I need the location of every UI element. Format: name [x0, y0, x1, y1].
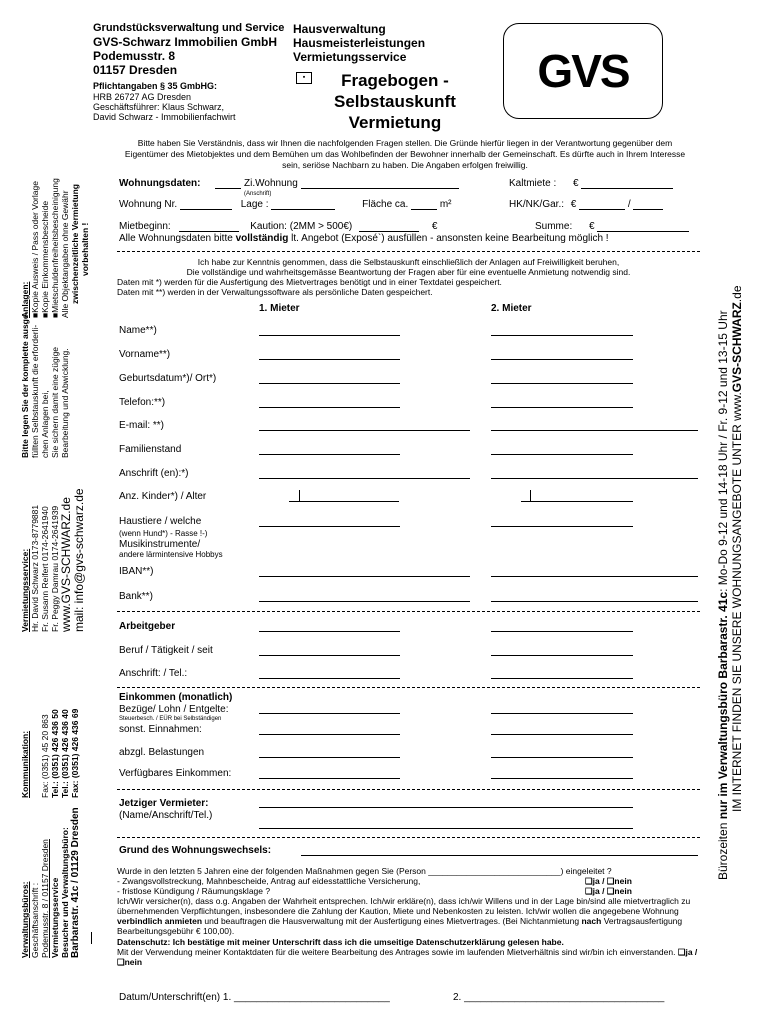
office-hours	[716, 286, 730, 881]
rental-service-block	[20, 488, 86, 632]
measures-question: Wurde in den letzten 5 Jahren eine der folgenden Maßnahmen gegen Sie (Person ____________________________) eingeleitet ?	[117, 866, 612, 876]
address-hint: (Anschrift)	[244, 191, 272, 197]
other-income-field-1[interactable]	[259, 734, 400, 735]
notice-line: Daten mit **) werden in der Verwaltungssoftware als persönliche Daten gespeichert.	[117, 287, 433, 297]
marital-field-2[interactable]	[491, 454, 633, 455]
attachment-item: Alle Objektangaben ohne Gewähr	[60, 190, 70, 318]
wages-hint: Steuerbesch. / EÜR bei Selbständigen	[119, 716, 222, 722]
firstname-field-1[interactable]	[259, 359, 400, 360]
pets-field-1[interactable]	[259, 526, 400, 527]
yes-no-checkbox[interactable]: ❑ja / ❑nein	[585, 876, 632, 886]
attachment-item: zwischenzeitliche Vermietung	[70, 184, 80, 304]
contact-line: Fax: (0351) 45 20 863	[40, 714, 50, 798]
communication-title: Kommunikation:	[20, 730, 30, 798]
company-address	[93, 22, 284, 122]
offices-title: Verwaltungsbüros:	[20, 881, 30, 958]
question-text: - Zwangsvollstreckung, Mahnbescheide, Antrag auf eidesstattliche Versicherung,	[117, 876, 421, 886]
costs-field-1[interactable]	[579, 199, 625, 210]
employer-address-field-1[interactable]	[259, 678, 400, 679]
deductions-field-2[interactable]	[491, 757, 633, 758]
landlord-field-2[interactable]	[259, 828, 633, 829]
wages-field-1[interactable]	[259, 713, 400, 714]
contact-line: Tel.: (0351) 426 436 40	[60, 709, 70, 798]
signature-2[interactable]: 2. ____________________________________	[453, 992, 665, 1003]
cold-rent-field[interactable]	[581, 178, 673, 189]
deductions-label: abzgl. Belastungen	[119, 747, 205, 758]
legal-line: Geschäftsführer: Klaus Schwarz,	[93, 102, 225, 112]
email-label: E-mail: **)	[119, 420, 165, 431]
website-link[interactable]: www.GVS-SCHWARZ.de	[59, 497, 73, 632]
phone-field-1[interactable]	[259, 407, 400, 408]
euro-sign: €	[431, 221, 438, 232]
apartment-label: Wohnungsdaten:	[119, 178, 201, 189]
costs-label: HK/NK/Gar.:	[509, 199, 565, 210]
consent-notice	[117, 257, 700, 297]
slash: /	[627, 199, 631, 210]
office-hours-block	[716, 286, 744, 881]
margin-mark	[91, 932, 92, 944]
name-label: Name**)	[119, 325, 157, 336]
office-line: Podemusstr. 8 / 01157 Dresden	[40, 839, 50, 958]
cold-rent	[509, 178, 673, 189]
instructions-block	[20, 312, 70, 458]
signature-1[interactable]: Datum/Unterschrift(en) 1. ____________________________	[119, 992, 390, 1003]
attachments-block	[20, 178, 90, 318]
bank-field-2[interactable]	[491, 601, 698, 602]
instruction-line: Bitte legen Sie der komplette ausge-	[20, 311, 30, 458]
children-label: Anz. Kinder*) / Alter	[119, 491, 207, 502]
rooms-field[interactable]	[215, 178, 241, 189]
legal-line: HRB 26727 AG Dresden	[93, 92, 192, 102]
other-income-field-2[interactable]	[491, 734, 633, 735]
area-unit: m²	[439, 199, 452, 210]
declaration-text: Ich/Wir versicher(n), dass o.g. Angaben der Wahrheit entsprechen. Ich/wir erkläre(n), dass ich/wir Willens und in der Lage bin/sind alle mietvertraglich zu übernehmenden Verpflichtungen, insbesondere die Zahlung der Kaution, Miete und Nebenkosten zu leisten. Ich/wir wollen die angegebene Wohnung	[117, 896, 691, 916]
bank-field-1[interactable]	[259, 601, 470, 602]
euro-sign: €	[570, 199, 577, 210]
current-address-label: Anschrift (en):*)	[119, 468, 189, 479]
question-eviction	[117, 886, 700, 896]
company-city: 01157 Dresden	[93, 63, 178, 77]
marital-field-1[interactable]	[259, 454, 400, 455]
birth-field-2[interactable]	[491, 383, 633, 384]
communication-block	[20, 709, 80, 798]
start-field[interactable]	[179, 221, 239, 232]
tenant2-header: 2. Mieter	[491, 303, 532, 314]
notice-line: Daten mit *) werden für die Ausfertigung des Mietvertrages benötigt und in einer Textdatei gespeichert.	[117, 277, 502, 287]
employer-heading: Arbeitgeber	[119, 621, 176, 632]
move-reason-field[interactable]	[301, 855, 698, 856]
location-field[interactable]	[271, 199, 335, 210]
yes-no-checkbox[interactable]: ❑ja / ❑nein	[585, 886, 632, 896]
title-line: Selbstauskunft	[334, 92, 456, 111]
internet-bold: GVS-SCHWARZ	[730, 302, 744, 393]
office-line: Vermietungsservice	[50, 877, 60, 958]
employer-field-2[interactable]	[491, 631, 633, 632]
company-name: GVS-Schwarz Immobilien GmbH	[93, 35, 278, 49]
available-income-field-1[interactable]	[259, 778, 400, 779]
declaration-text: Vertragsausfertigung Bearbeitungsgebühr € 100,00).	[117, 916, 683, 936]
document-icon: ▪	[296, 72, 312, 84]
move-heading: Grund des Wohnungswechsels:	[119, 845, 272, 856]
firstname-label: Vorname**)	[119, 349, 171, 360]
instruction-line: chen Anlagen bei,	[40, 390, 50, 458]
service-item: Hausmeisterleistungen	[293, 36, 426, 50]
title-line: Fragebogen -	[341, 71, 449, 90]
area-field[interactable]	[411, 199, 437, 210]
apartment-number-field[interactable]	[180, 199, 232, 210]
consent-text: Mit der Verwendung meiner Kontaktdaten für die weitere Bearbeitung des Antrages sowie im laufenden Mietverhältnis sind wir/bin ich einverstanden.	[117, 947, 676, 957]
declaration-bold: verbindlich anmieten	[117, 916, 203, 926]
hours-text: Bürozeiten	[716, 822, 730, 880]
notice-line: Die vollständige und wahrheitsgemässe Beantwortung der Fragen aber für eine eventuelle Anmietung notwendig sind.	[186, 267, 631, 277]
question-text: - fristlose Kündigung / Räumungsklage ?	[117, 886, 271, 896]
sum-row	[535, 221, 689, 232]
separator	[530, 490, 531, 502]
instruction-line: Sie sichern damit eine zügige	[50, 346, 60, 458]
office-line: Geschäftsanschrift :	[30, 882, 40, 958]
current-address-field-2[interactable]	[491, 478, 698, 479]
office-line: Barbarastr. 41c / 01129 Dresden	[70, 807, 81, 958]
attachment-item: ■Mietschuldenfreiheitsbescheinigung	[50, 178, 60, 318]
firstname-field-2[interactable]	[491, 359, 633, 360]
employer-field-1[interactable]	[259, 631, 400, 632]
pets-field-2[interactable]	[491, 526, 633, 527]
offices-block	[20, 807, 82, 958]
name-field-2[interactable]	[491, 335, 633, 336]
current-address-field-1[interactable]	[259, 478, 470, 479]
yes-no-checkbox[interactable]: ❑ja / ❑nein	[117, 947, 698, 967]
service-item: Vermietungsservice	[293, 50, 407, 64]
pets-sub-line: (wenn Hund*) - Rasse !-)	[119, 529, 208, 538]
instruction-line: füllten Selbstauskunft die erforderli-	[30, 324, 40, 458]
divider	[117, 251, 700, 252]
instruction-line: Bearbeitung und Abwicklung.	[60, 348, 70, 458]
apartment-row-2	[119, 199, 452, 210]
consent-statement	[117, 947, 700, 967]
internet-text: .de	[730, 285, 744, 303]
birth-field-1[interactable]	[259, 383, 400, 384]
email-field-2[interactable]	[491, 430, 698, 431]
available-income-label: Verfügbares Einkommen:	[119, 768, 232, 779]
note-bold: vollständig	[235, 233, 289, 244]
declaration	[117, 896, 700, 936]
attachment-item: ■Kopie Einkommensbescheide	[40, 200, 50, 318]
separator	[299, 490, 300, 502]
landlord-field-1[interactable]	[259, 807, 633, 808]
children-field-2[interactable]	[521, 501, 633, 502]
income-heading: Einkommen (monatlich)	[119, 692, 233, 703]
iban-label: IBAN**)	[119, 566, 154, 577]
email-link[interactable]: mail: info@gvs-schwarz.de	[72, 488, 86, 632]
contact-line: Tel.: (0351) 426 436 50	[50, 709, 60, 798]
tenant1-header: 1. Mieter	[259, 303, 300, 314]
note-text: lt. Angebot (Exposé`) ausfüllen - ansonsten keine Bearbeitung möglich !	[291, 233, 609, 244]
deposit-label: Kaution: (2MM > 500€)	[250, 221, 353, 232]
form-title	[334, 70, 456, 133]
other-income-label: sonst. Einnahmen:	[119, 724, 202, 735]
pets-sub-line: Musikinstrumente/	[119, 539, 201, 550]
area-label: Fläche ca.	[362, 199, 409, 210]
contact-line: Fr. Susann Reifert 0174-2641940	[40, 506, 50, 632]
complete-note	[119, 233, 609, 244]
deductions-field-1[interactable]	[259, 757, 400, 758]
euro-sign: €	[589, 221, 595, 232]
wages-label: Bezüge/ Lohn / Entgelte:	[119, 704, 229, 715]
hours-bold: nur im Verwaltungsbüro Barbarastr. 41c	[716, 591, 730, 820]
intro-text: Bitte haben Sie Verständnis, dass wir Ihnen die nachfolgenden Fragen stellen. Die Gründe hierfür liegen in der Verantwortung gegenüber dem Eigentümer des Mietobjektes und dem Bemühen um das Wohlbefinden der Bewohner innerhalb der Gemeinschaft. Es dürfte auch in Ihrem Interesse sein, seriöse Nachbarn zu haben. Die Angaben erfolgen freiwillig.	[124, 138, 686, 170]
legal-line: David Schwarz - Immobilienfachwirt	[93, 112, 236, 122]
internet-note	[730, 286, 744, 881]
iban-field-1[interactable]	[259, 576, 470, 577]
pets-sub-line: andere lärmintensive Hobbys	[119, 550, 223, 559]
privacy-statement: Datenschutz: Ich bestätige mit meiner Unterschrift dass ich die umseitige Datenschutzerklärung gelesen habe.	[117, 937, 564, 947]
contact-line: Hr. David Schwarz 0173-8779881	[30, 504, 40, 632]
job-field-1[interactable]	[259, 655, 400, 656]
service-item: Hausverwaltung	[293, 22, 386, 36]
apartment-row-1	[119, 178, 459, 189]
attachment-item: ■Kopie Ausweis / Pass oder Vorlage	[30, 181, 40, 318]
costs-row	[509, 199, 663, 210]
divider	[117, 687, 700, 688]
logo-text: GVS	[537, 45, 629, 97]
divider	[117, 837, 700, 838]
pets-sub	[119, 529, 223, 560]
contact-line: Fr. Peggy Damrau 0174-2641939	[50, 505, 60, 632]
landlord-heading: Jetziger Vermieter:	[119, 798, 209, 809]
divider	[117, 789, 700, 790]
divider	[117, 611, 700, 612]
sum-label: Summe:	[535, 221, 573, 232]
employer-address-label: Anschrift: / Tel.:	[119, 668, 188, 679]
children-field-1[interactable]	[289, 501, 399, 502]
note-text: Alle Wohnungsdaten bitte	[119, 233, 233, 244]
birth-label: Geburtsdatum*)/ Ort*)	[119, 373, 217, 384]
name-field-1[interactable]	[259, 335, 400, 336]
email-field-1[interactable]	[259, 430, 470, 431]
deposit-field[interactable]	[359, 221, 419, 232]
apartment-row-3	[119, 221, 437, 232]
location-label: Lage :	[240, 199, 269, 210]
job-label: Beruf / Tätigkeit / seit	[119, 645, 213, 656]
legal-heading: Pflichtangaben § 35 GmbHG:	[93, 81, 218, 91]
service-title: Vermietungsservice:	[20, 548, 30, 632]
address-field[interactable]	[301, 178, 459, 189]
company-street: Podemusstr. 8	[93, 49, 176, 63]
start-label: Mietbeginn:	[119, 221, 171, 232]
hours-text: : Mo-Do 9-12 und 14-18 Uhr / Fr. 9-12 und 13-15 Uhr	[716, 310, 730, 592]
contact-line: Fax: (0351) 426 436 69	[70, 708, 80, 798]
title-line: Vermietung	[348, 113, 442, 132]
employer-address-field-2[interactable]	[491, 678, 633, 679]
costs-field-2[interactable]	[633, 199, 663, 210]
question-enforcement	[117, 876, 700, 886]
job-field-2[interactable]	[491, 655, 633, 656]
declaration-text: und beauftragen die Hausverwaltung mit der Ausfertigung eines Mietvertrages. (Bei Nichtanmietung	[204, 916, 580, 926]
services-list	[293, 22, 425, 64]
declaration-bold: nach	[581, 916, 602, 926]
notice-line: Ich habe zur Kenntnis genommen, dass die Selbstauskunft einschließlich der Anlagen auf Freiwilligkeit beruhen,	[197, 257, 620, 267]
landlord-hint: (Name/Anschrift/Tel.)	[119, 810, 213, 821]
euro-sign: €	[573, 178, 579, 189]
gvs-logo	[503, 23, 663, 119]
available-income-field-2[interactable]	[491, 778, 633, 779]
sum-field[interactable]	[597, 221, 689, 232]
pets-label: Haustiere / welche	[119, 516, 202, 527]
attachment-item: vorbehalten !	[80, 222, 90, 276]
wages-field-2[interactable]	[491, 713, 633, 714]
marital-label: Familienstand	[119, 444, 182, 455]
attachments-title: Anlagen:	[20, 281, 30, 318]
phone-field-2[interactable]	[491, 407, 633, 408]
cold-rent-label: Kaltmiete :	[509, 178, 557, 189]
rooms-label: Zi.Wohnung	[244, 178, 298, 189]
iban-field-2[interactable]	[491, 576, 698, 577]
apartment-number-label: Wohnung Nr.	[119, 199, 178, 210]
company-line: Grundstücksverwaltung und Service	[93, 22, 285, 34]
office-line: Besucher und Verwaltungsbüro:	[60, 827, 70, 958]
phone-label: Telefon:**)	[119, 397, 166, 408]
internet-text: IM INTERNET FINDEN SIE UNSERE WOHNUNGSANGEBOTE UNTER www.	[730, 392, 744, 812]
bank-label: Bank**)	[119, 591, 153, 602]
